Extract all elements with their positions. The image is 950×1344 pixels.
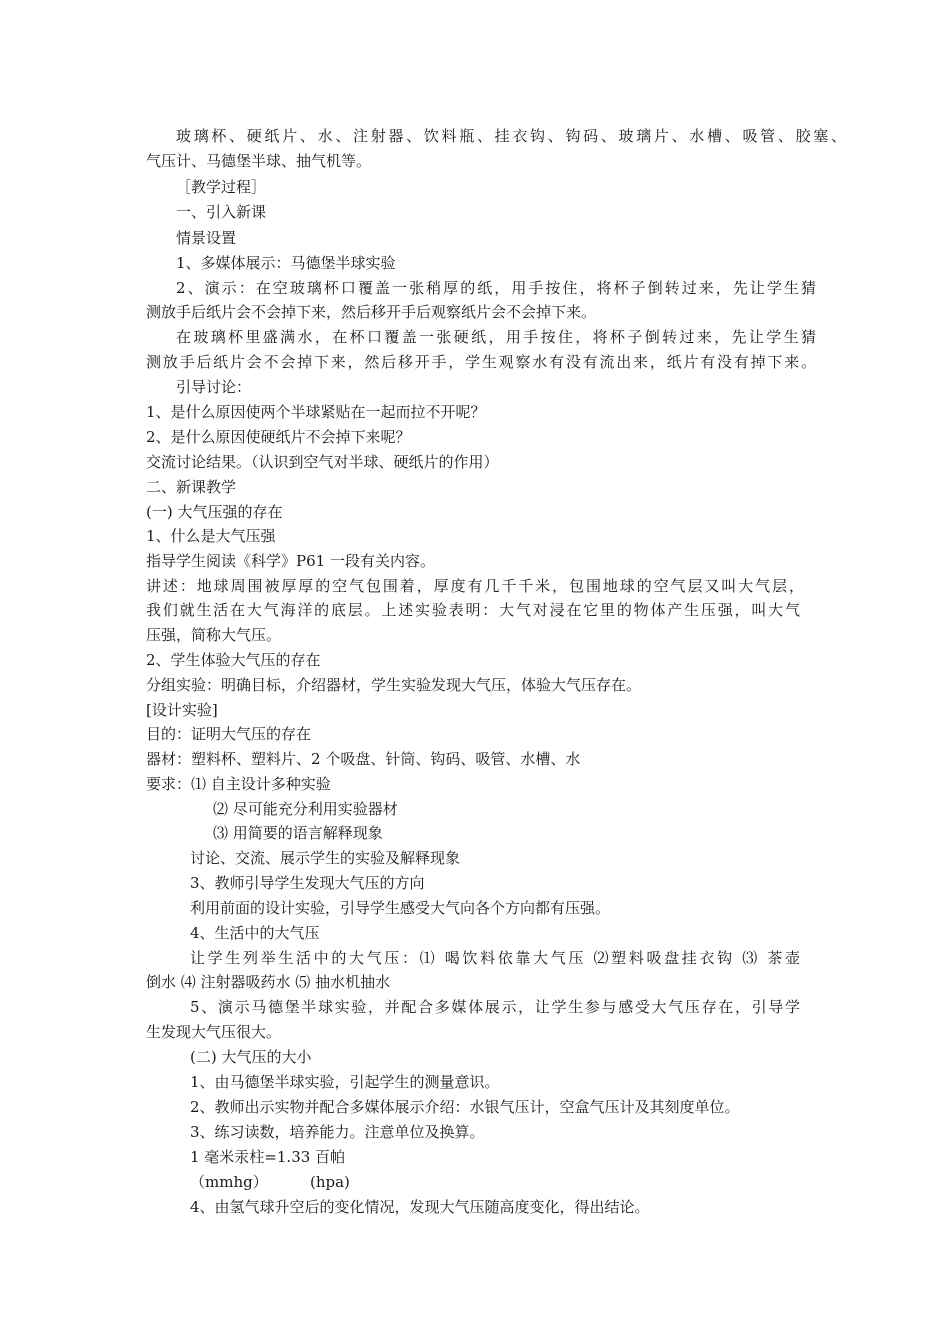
paragraph-line: 压强，简称大气压。 [146,626,282,644]
discussion-question: 2、是什么原因使硬纸片不会掉下来呢？ [146,428,411,446]
paragraph-line: 测放手后纸片会不会掉下来，然后移开手后观察纸片会不会掉下来。 [146,303,597,321]
requirement-item: ⑵ 尽可能充分利用实验器材 [213,800,398,818]
requirement-item: 要求：⑴ 自主设计多种实验 [146,775,331,793]
heading-design-experiment: [设计实验] [146,701,218,719]
section-heading-teaching-process: ［教学过程］ [176,178,267,196]
paragraph-line: 倒水 ⑷ 注射器吸药水 ⑸ 抽水机抽水 [146,973,391,991]
heading-introduce-new-lesson: 一、引入新课 [176,203,267,221]
paragraph-line: 我们就生活在大气海洋的底层。上述实验表明：大气对浸在它里的物体产生压强，叫大气 [146,601,800,619]
requirement-item: ⑶ 用简要的语言解释现象 [213,824,383,842]
paragraph-line: 指导学生阅读《科学》P61 一段有关内容。 [146,552,435,570]
paragraph-line: 1、由马德堡半球实验，引起学生的测量意识。 [190,1073,500,1091]
paragraph-line: 交流讨论结果。（认识到空气对半球、硬纸片的作用） [146,453,499,471]
heading-pressure-magnitude: (二) 大气压的大小 [190,1048,312,1066]
paragraph-line: 3、练习读数，培养能力。注意单位及换算。 [190,1123,485,1141]
paragraph-line: 引导讨论： [176,378,252,396]
paragraph-line: 2、演示：在空玻璃杯口覆盖一张稍厚的纸，用手按住，将杯子倒转过来，先让学生猜 [176,279,816,297]
paragraph-line: 在玻璃杯里盛满水，在杯口覆盖一张硬纸，用手按住，将杯子倒转过来，先让学生猜 [176,328,816,346]
materials-line-1: 玻璃杯、硬纸片、水、注射器、饮料瓶、挂衣钩、钩码、玻璃片、水槽、吸管、胶塞、 [176,127,846,145]
paragraph-line: 讨论、交流、展示学生的实验及解释现象 [190,849,461,867]
heading-scenario-setup: 情景设置 [176,229,237,247]
paragraph-line: 5、演示马德堡半球实验，并配合多媒体展示，让学生参与感受大气压存在，引导学 [190,998,800,1016]
paragraph-line: 3、教师引导学生发现大气压的方向 [190,874,425,892]
unit-label-mmhg: （mmhg） [190,1173,268,1191]
paragraph-line: 器材：塑料杯、塑料片、2 个吸盘、针筒、钩码、吸管、水槽、水 [146,750,581,768]
paragraph-line: 2、学生体验大气压的存在 [146,651,321,669]
heading-existence-of-pressure: (一) 大气压强的存在 [146,503,283,521]
paragraph-line: 1、什么是大气压强 [146,527,276,545]
paragraph-line: 分组实验：明确目标，介绍器材，学生实验发现大气压，体验大气压存在。 [146,676,642,694]
materials-line-2: 气压计、马德堡半球、抽气机等。 [146,152,372,170]
discussion-question: 1、是什么原因使两个半球紧贴在一起而拉不开呢？ [146,403,486,421]
paragraph-line: 目的：证明大气压的存在 [146,725,312,743]
paragraph-line: 生发现大气压很大。 [146,1023,282,1041]
paragraph-line: 讲述：地球周围被厚厚的空气包围着，厚度有几千千米，包围地球的空气层又叫大气层， [146,577,804,595]
paragraph-line: 1、多媒体展示：马德堡半球实验 [176,254,396,272]
paragraph-line: 2、教师出示实物并配合多媒体展示介绍：水银气压计，空盒气压计及其刻度单位。 [190,1098,740,1116]
unit-label-hpa: (hpa) [310,1173,350,1191]
paragraph-line: 4、生活中的大气压 [190,924,320,942]
paragraph-line: 测放手后纸片会不会掉下来，然后移开手，学生观察水有没有流出来，纸片有没有掉下来。 [146,353,816,371]
unit-conversion: 1 毫米汞柱=1.33 百帕 [190,1148,346,1166]
heading-new-lesson-teaching: 二、新课教学 [146,478,237,496]
paragraph-line: 让学生列举生活中的大气压：⑴ 喝饮料依靠大气压 ⑵塑料吸盘挂衣钩 ⑶ 茶壶 [190,949,800,967]
unit-labels-row [0,1170,950,1194]
paragraph-line: 4、由氢气球升空后的变化情况，发现大气压随高度变化，得出结论。 [190,1198,650,1216]
paragraph-line: 利用前面的设计实验，引导学生感受大气向各个方向都有压强。 [190,899,611,917]
